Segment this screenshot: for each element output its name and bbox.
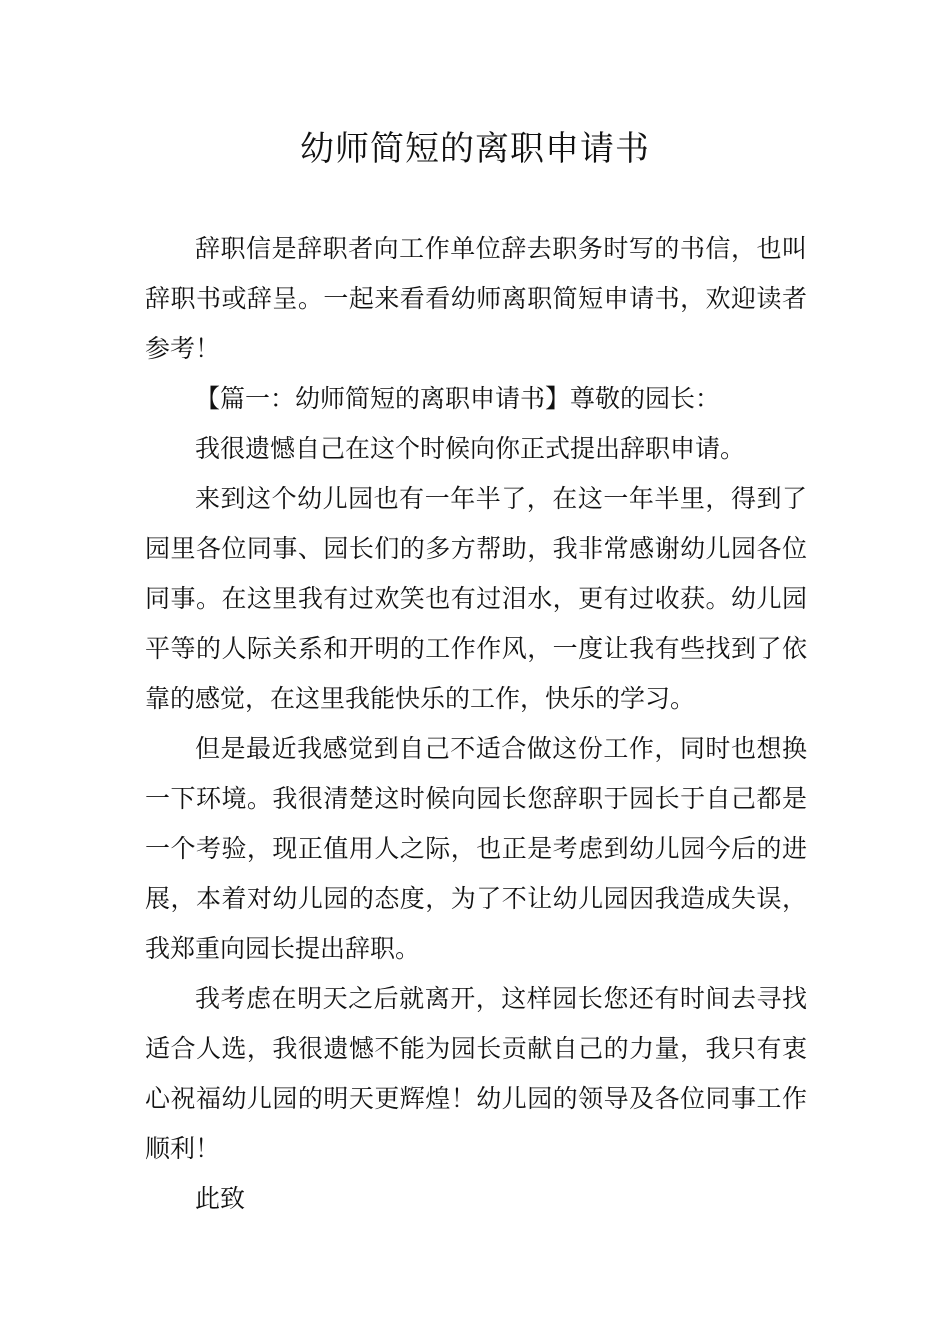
paragraph-experience: 来到这个幼儿园也有一年半了，在这一年半里，得到了园里各位同事、园长们的多方帮助，我非常感谢幼儿园各位同事。在这里我有过欢笑也有过泪水，更有过收获。幼儿园平等的人际关系和开明的工作作风，一度让我有些找到了依靠的感觉，在这里我能快乐的工作，快乐的学习。 bbox=[145, 484, 807, 713]
document-body bbox=[145, 224, 807, 1224]
paragraph-closing: 此致 bbox=[195, 1184, 246, 1213]
paragraph-intro: 辞职信是辞职者向工作单位辞去职务时写的书信，也叫辞职书或辞呈。一起来看看幼师离职简短申请书，欢迎读者参考！ bbox=[145, 234, 807, 363]
paragraph-heading: 【篇一：幼师简短的离职申请书】尊敬的园长： bbox=[195, 384, 721, 413]
paragraph-reason: 但是最近我感觉到自己不适合做这份工作，同时也想换一下环境。我很清楚这时候向园长您辞职于园长于自己都是一个考验，现正值用人之际，也正是考虑到幼儿园今后的进展，本着对幼儿园的态度，为了不让幼儿园因我造成失误，我郑重向园长提出辞职。 bbox=[145, 734, 807, 963]
paragraph-departure: 我考虑在明天之后就离开，这样园长您还有时间去寻找适合人选，我很遗憾不能为园长贡献自己的力量，我只有衷心祝福幼儿园的明天更辉煌！幼儿园的领导及各位同事工作顺利！ bbox=[145, 984, 807, 1163]
document-title: 幼师简短的离职申请书 bbox=[300, 129, 650, 169]
paragraph-regret: 我很遗憾自己在这个时候向你正式提出辞职申请。 bbox=[195, 434, 746, 463]
